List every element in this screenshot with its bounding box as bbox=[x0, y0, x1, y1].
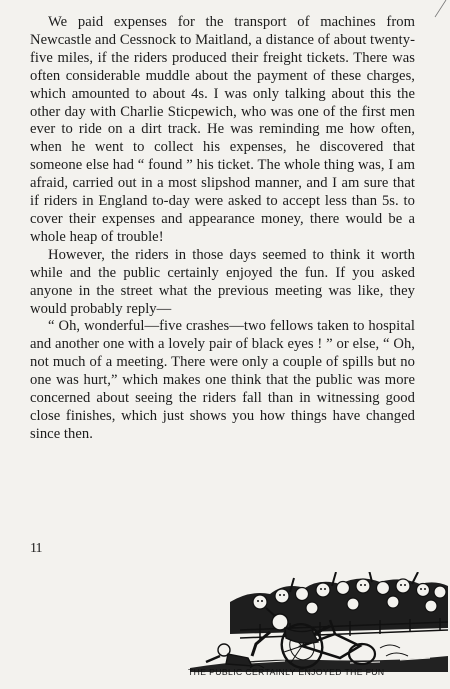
page-number: 11 bbox=[30, 541, 42, 556]
body-text bbox=[30, 14, 415, 444]
paragraph: “ Oh, wonderful—five crashes—two fellows taken to hospital and another one with a lovely pair of black eyes ! ” or else, “ Oh, not much of a meeting. There were only a couple of spills but no one was hurt,” which makes one think that the public was more concerned about seeing the riders fall than in witnessing good close finishes, which just shows you how things have changed since then. bbox=[30, 318, 415, 442]
paragraph: However, the riders in those days seemed to think it worth while and the public certainly enjoyed the fun. If you asked anyone in the street what the previous meeting was like, they would probably reply— bbox=[30, 246, 415, 317]
crowd-crash-illustration bbox=[190, 572, 448, 672]
page-corner-mark bbox=[432, 0, 450, 18]
illustration-caption: THE PUBLIC CERTAINLY ENJOYED THE FUN bbox=[188, 667, 385, 677]
paragraph: We paid expenses for the transport of machines from Newcastle and Cessnock to Maitland, a distance of about twenty-five miles, if the riders produced their freight tickets. There was often considerable muddle about the payment of these charges, which amounted to about 4s. I was only talking about this the other day with Charlie Sticpewich, who was one of the first men ever to ride on a dirt track. He was reminding me how often, when he went to collect his expenses, he discovered that someone else had “ found ” his ticket. The whole thing was, I am afraid, carried out in a most slipshod manner, and I am sure that if riders in England to-day were asked to accept less than 5s. to cover their expenses and appearance money, there would be a whole heap of trouble! bbox=[30, 14, 415, 245]
